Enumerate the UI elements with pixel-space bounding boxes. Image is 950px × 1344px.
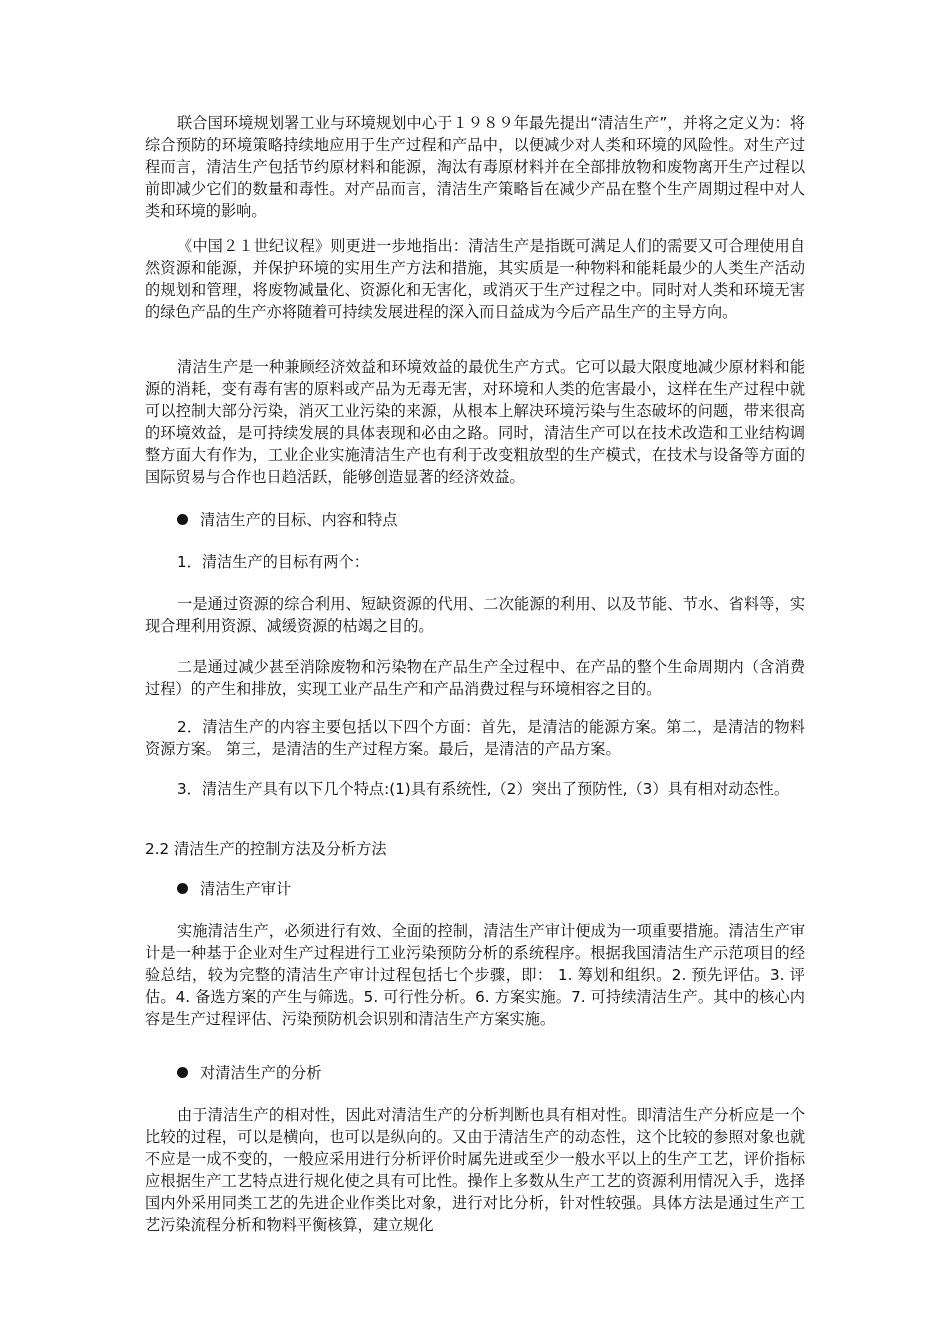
paragraph-goal-one: 一是通过资源的综合利用、短缺资源的代用、二次能源的利用、以及节能、节水、省料等，实现合理利用资源、减缓资源的枯竭之目的。 <box>145 595 805 635</box>
bullet-audit <box>145 878 805 900</box>
bullet-label: 对清洁生产的分析 <box>200 1064 322 1082</box>
paragraph-goal-two: 二是通过减少甚至消除废物和污染物在产品生产全过程中、在产品的整个生命周期内（含消费过程）的产生和排放，实现工业产品生产和产品消费过程与环境相容之目的。 <box>145 658 805 698</box>
numbered-item-content: 2．清洁生产的内容主要包括以下四个方面：首先，是清洁的能源方案。第二，是清洁的物料资源方案。 第三，是清洁的生产过程方案。最后，是清洁的产品方案。 <box>145 718 805 758</box>
bullet-dot-icon <box>177 1067 188 1078</box>
paragraph-analysis: 由于清洁生产的相对性，因此对清洁生产的分析判断也具有相对性。即清洁生产分析应是一个比较的过程，可以是横向，也可以是纵向的。又由于清洁生产的动态性，这个比较的参照对象也就不应是一成不变的，一般应采用进行分析评价时属先进或至少一般水平以上的生产工艺，评价指标应根据生产工艺特点进行规化使之具有可比性。操作上多数从生产工艺的资源利用情况入手，选择国内外采用同类工艺的先进企业作类比对象，进行对比分析，针对性较强。具体方法是通过生产工艺污染流程分析和物料平衡核算，建立规化 <box>145 1106 805 1234</box>
bullet-label: 清洁生产审计 <box>200 880 292 898</box>
bullet-dot-icon <box>177 514 188 525</box>
paragraph-audit: 实施清洁生产，必须进行有效、全面的控制，清洁生产审计便成为一项重要措施。清洁生产审计是一种基于企业对生产过程进行工业污染预防分析的系统程序。根据我国清洁生产示范项目的经验总结，较为完整的清洁生产审计过程包括七个步骤，即： 1. 筹划和组织。2. 预先评估。3. 评估。4. 备选方案的产生与筛选。5. 可行性分析。6. 方案实施。7. 可持续清洁生产。其中的核心内容是生产过程评估、污染预防机会识别和清洁生产方案实施。 <box>145 922 805 1028</box>
bullet-analysis <box>145 1062 805 1084</box>
numbered-item-goals: 1．清洁生产的目标有两个： <box>177 553 369 571</box>
bullet-goals-content-features <box>145 509 805 531</box>
paragraph-benefits: 清洁生产是一种兼顾经济效益和环境效益的最优生产方式。它可以最大限度地减少原材料和能源的消耗，变有毒有害的原料或产品为无毒无害，对环境和人类的危害最小，这样在生产过程中就可以控制大部分污染，消灭工业污染的来源，从根本上解决环境污染与生态破坏的问题，带来很高的环境效益，是可持续发展的具体表现和必由之路。同时，清洁生产可以在技术改造和工业结构调整方面大有作为，工业企业实施清洁生产也有利于改变粗放型的生产模式，在技术与设备等方面的国际贸易与合作也日趋活跃，能够创造显著的经济效益。 <box>145 358 805 486</box>
section-heading: 2.2 清洁生产的控制方法及分析方法 <box>145 840 387 858</box>
paragraph-agenda21: 《中国２１世纪议程》则更进一步地指出：清洁生产是指既可满足人们的需要又可合理使用自然资源和能源，并保护环境的实用生产方法和措施，其实质是一种物料和能耗最少的人类生产活动的规划和管理，将废物减量化、资源化和无害化，或消灭于生产过程之中。同时对人类和环境无害的绿色产品的生产亦将随着可持续发展进程的深入而日益成为今后产品生产的主导方向。 <box>145 237 805 321</box>
bullet-dot-icon <box>177 883 188 894</box>
numbered-item-features: 3．清洁生产具有以下几个特点:(1)具有系统性,（2）突出了预防性,（3）具有相对动态性。 <box>177 780 790 798</box>
paragraph-definition: 联合国环境规划署工业与环境规划中心于１９８９年最先提出“清洁生产”，并将之定义为：将综合预防的环境策略持续地应用于生产过程和产品中，以便减少对人类和环境的风险性。对生产过程而言，清洁生产包括节约原材料和能源，淘汰有毒原材料并在全部排放物和废物离开生产过程以前即减少它们的数量和毒性。对产品而言，清洁生产策略旨在减少产品在整个生产周期过程中对人类和环境的影响。 <box>145 114 805 220</box>
bullet-label: 清洁生产的目标、内容和特点 <box>200 511 398 529</box>
